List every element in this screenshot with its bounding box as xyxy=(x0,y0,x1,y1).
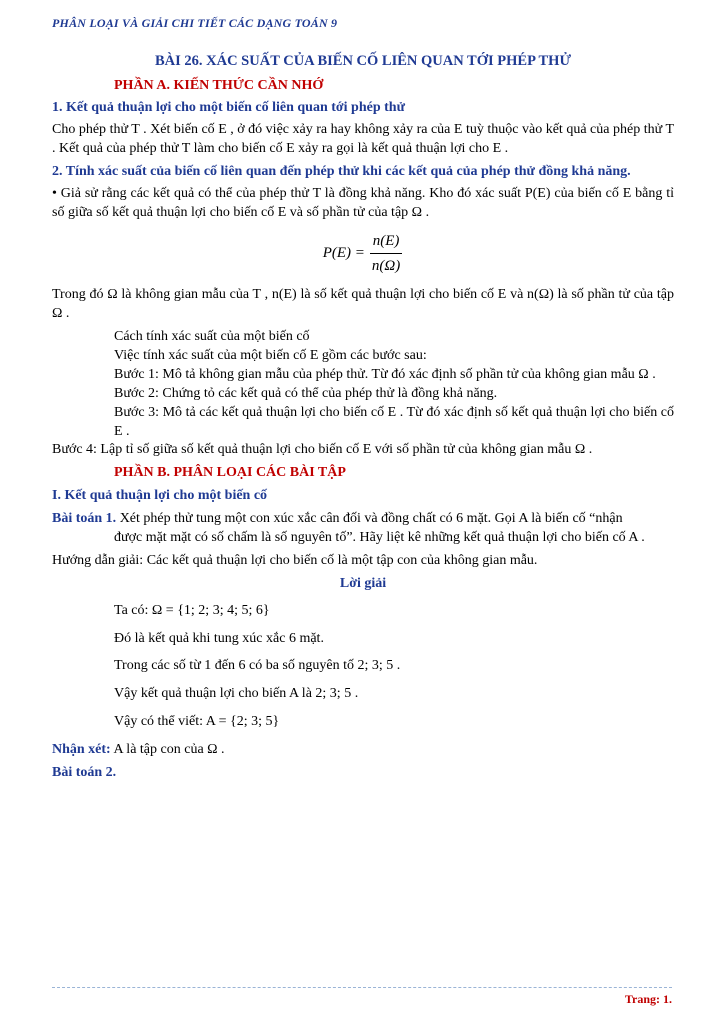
section-2-heading: 2. Tính xác suất của biến cố liên quan đến phép thử khi các kết quả của phép thử đồng khả năng. xyxy=(52,164,631,180)
probability-formula xyxy=(52,231,674,277)
lesson-title: BÀI 26. XÁC SUẤT CỦA BIẾN CỐ LIÊN QUAN TỚI PHÉP THỬ xyxy=(154,53,571,69)
method-step-3: Bước 3: Mô tả các kết quả thuận lợi cho biến cố E . Từ đó xác định số kết quả thuận lợi cho biến cố E . xyxy=(114,404,674,439)
page-number: Trang: 1. xyxy=(624,992,672,1006)
exercise-1-label: Bài toán 1. xyxy=(52,511,117,527)
exercise-1-text-rest: được mặt mặt có số chấm là số nguyên tố”. Hãy liệt kê những kết quả thuận lợi cho biến cố A . xyxy=(114,529,645,545)
exercise-2-label: Bài toán 2. xyxy=(52,765,117,780)
footer-divider xyxy=(52,987,672,988)
section-1-text: Cho phép thử T . Xét biến cố E , ở đó việc xảy ra hay không xảy ra của E tuỳ thuộc vào kết quả của phép thử T . Kết quả của phép thử T làm cho biến cố E xảy ra gọi là kết quả thuận lợi cho E . xyxy=(52,122,674,157)
method-step-2: Bước 2: Chứng tỏ các kết quả có thể của phép thử là đồng khả năng. xyxy=(114,385,498,401)
solution-line-4: Vậy kết quả thuận lợi cho biến A là 2; 3; 5 . xyxy=(114,686,359,702)
formula-numerator: n(E) xyxy=(370,231,403,254)
part-a-heading: PHẦN A. KIẾN THỨC CẦN NHỚ xyxy=(114,77,324,93)
formula-lhs: P(E) = xyxy=(322,245,365,262)
method-step-4: Bước 4: Lập tỉ số giữa số kết quả thuận lợi cho biến cố E với số phần tử của không gian mẫu Ω . xyxy=(52,442,593,458)
method-intro: Việc tính xác suất của một biến cố E gồm các bước sau: xyxy=(114,347,427,363)
solution-title: Lời giải xyxy=(339,575,387,591)
method-step-1: Bước 1: Mô tả không gian mẫu của phép thử. Từ đó xác định số phần tử của không gian mẫu Ω . xyxy=(114,366,656,382)
solution-line-5: Vậy có thể viết: A = {2; 3; 5} xyxy=(114,714,280,730)
exercise-1-text-first: Xét phép thử tung một con xúc xắc cân đối và đồng chất có 6 mặt. Gọi A là biến cố “nhận xyxy=(119,511,623,527)
running-header: PHÂN LOẠI VÀ GIẢI CHI TIẾT CÁC DẠNG TOÁN 9 xyxy=(52,16,338,30)
exercise-1 xyxy=(52,510,674,548)
formula-fraction xyxy=(369,231,403,277)
formula-explanation: Trong đó Ω là không gian mẫu của T , n(E) là số kết quả thuận lợi cho biến cố E và n(Ω) là số phần tử của tập Ω . xyxy=(52,287,674,322)
remark-label: Nhận xét: xyxy=(52,742,111,758)
section-1-heading: 1. Kết quả thuận lợi cho một biến cố liên quan tới phép thử xyxy=(52,100,405,116)
solution-line-2: Đó là kết quả khi tung xúc xắc 6 mặt. xyxy=(114,630,324,646)
exercise-1-hint: Hướng dẫn giải: Các kết quả thuận lợi cho biến cố là một tập con của không gian mẫu. xyxy=(52,552,538,568)
section-2-bullet: • Giả sử rằng các kết quả có thể của phép thử T là đồng khả năng. Kho đó xác suất P(E) của biến cố E bằng tỉ số giữa số kết quả thuận lợi cho biến cố E và số phần tử của tập Ω . xyxy=(52,186,674,220)
method-title: Cách tính xác suất của một biến cố xyxy=(114,329,310,345)
formula-denominator: n(Ω) xyxy=(371,258,401,275)
remark xyxy=(52,741,674,760)
remark-text: A là tập con của Ω . xyxy=(113,742,225,758)
page-content xyxy=(52,52,674,783)
solution-line-3: Trong các số từ 1 đến 6 có ba số nguyên tố 2; 3; 5 . xyxy=(114,658,401,674)
solution-line-1: Ta có: Ω = {1; 2; 3; 4; 5; 6} xyxy=(114,602,270,618)
part-b-heading: PHẦN B. PHÂN LOẠI CÁC BÀI TẬP xyxy=(114,465,346,481)
section-i-heading: I. Kết quả thuận lợi cho một biến cố xyxy=(52,488,268,504)
